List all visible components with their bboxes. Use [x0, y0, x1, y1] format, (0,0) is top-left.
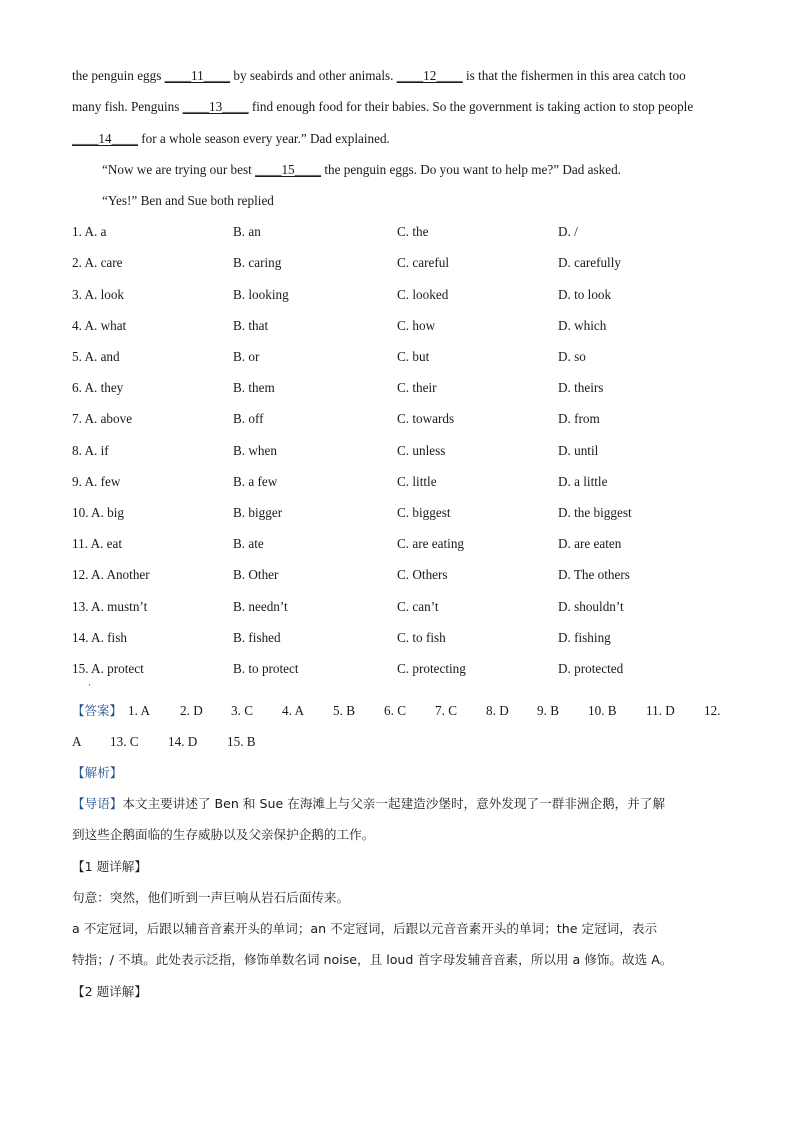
option-b: B. needn’t [233, 599, 288, 614]
option-a: 10. A. big [72, 505, 125, 520]
option-d: D. to look [558, 287, 612, 302]
answer-item: 4. A [282, 703, 304, 718]
q1-explanation-1: a 不定冠词，后跟以辅音音素开头的单词；an 不定冠词，后跟以元音音素开头的单词；the 定冠词，表示 [72, 921, 658, 936]
answer-item: 10. B [588, 703, 617, 718]
option-a: 6. A. they [72, 380, 124, 395]
option-b: B. looking [233, 287, 289, 302]
blank-11: ____11____ [164, 68, 231, 83]
option-c: C. little [397, 474, 437, 489]
option-row [72, 535, 732, 553]
option-c: C. towards [397, 411, 455, 426]
passage-text: find enough food for their babies. So the government is taking action to stop people [248, 99, 694, 114]
blank-14: ____14____ [72, 131, 138, 146]
option-d: D. theirs [558, 380, 604, 395]
answer-tag: 【答案】 [72, 703, 123, 718]
option-a: 3. A. look [72, 287, 125, 302]
option-row [72, 348, 732, 366]
passage-text: the penguin eggs [72, 68, 165, 83]
option-d: D. / [558, 224, 578, 239]
answer-item: 8. D [486, 703, 509, 718]
option-c: C. protecting [397, 661, 466, 676]
option-c: C. careful [397, 255, 449, 270]
option-row [72, 442, 732, 460]
answer-item: 5. B [333, 703, 355, 718]
answer-item: 1. A [128, 703, 150, 718]
answer-item: 6. C [384, 703, 406, 718]
option-b: B. bigger [233, 505, 283, 520]
blank-15: ____15____ [255, 162, 322, 177]
option-d: D. which [558, 318, 607, 333]
passage-text: many fish. Penguins [72, 99, 183, 114]
passage-text: “Yes!” Ben and Sue both replied [102, 193, 274, 208]
option-a: 15. A. protect [72, 661, 144, 676]
passage-text: by seabirds and other animals. [230, 68, 397, 83]
option-b: B. Other [233, 567, 279, 582]
passage-line-4 [102, 161, 621, 179]
q1-meaning: 句意：突然，他们听到一声巨响从岩石后面传来。 [72, 890, 350, 905]
option-d: D. so [558, 349, 586, 364]
answer-item: A [72, 734, 82, 749]
passage-line-1 [72, 67, 686, 85]
option-d: D. from [558, 411, 600, 426]
option-a: 9. A. few [72, 474, 121, 489]
option-b: B. that [233, 318, 269, 333]
blank-13: ____13____ [182, 99, 249, 114]
q1-heading: 【1 题详解】 [72, 859, 147, 874]
option-b: B. them [233, 380, 275, 395]
option-d: D. the biggest [558, 505, 632, 520]
analysis-heading: 【解析】 [72, 765, 123, 780]
option-c: C. biggest [397, 505, 451, 520]
passage-line-3 [72, 130, 390, 148]
option-b: B. an [233, 224, 261, 239]
option-c: C. to fish [397, 630, 446, 645]
guide-line-2: 到这些企鹅面临的生存威胁以及父亲保护企鹅的工作。 [72, 827, 375, 842]
option-row [72, 254, 732, 272]
option-a: 11. A. eat [72, 536, 123, 551]
answer-row-1 [72, 702, 722, 720]
answer-item: 13. C [110, 734, 139, 749]
passage-text: “Now we are trying our best [102, 162, 256, 177]
answer-item: 3. C [231, 703, 253, 718]
answer-item: 12. [704, 703, 721, 718]
guide-text: 本文主要讲述了 Ben 和 Sue 在海滩上与父亲一起建造沙堡时，意外发现了一群非洲企鹅，并了解 [122, 796, 666, 811]
option-d: D. shouldn’t [558, 599, 624, 614]
option-b: B. when [233, 443, 277, 458]
answer-item: 7. C [435, 703, 457, 718]
option-a: 4. A. what [72, 318, 127, 333]
option-d: D. a little [558, 474, 608, 489]
option-b: B. ate [233, 536, 264, 551]
option-row [72, 504, 732, 522]
answer-row-2 [72, 733, 722, 751]
option-row [72, 379, 732, 397]
option-row [72, 598, 732, 616]
option-row [72, 223, 732, 241]
option-row [72, 473, 732, 491]
option-c: C. the [397, 224, 429, 239]
passage-line-2 [72, 98, 693, 116]
option-a: 2. A. care [72, 255, 123, 270]
option-row [72, 566, 732, 584]
option-c: C. are eating [397, 536, 465, 551]
option-a: 5. A. and [72, 349, 120, 364]
option-a: 13. A. mustn’t [72, 599, 148, 614]
passage-line-5 [102, 192, 274, 210]
passage-text: the penguin eggs. Do you want to help me?” Dad asked. [321, 162, 621, 177]
option-c: C. Others [397, 567, 448, 582]
option-a: 8. A. if [72, 443, 109, 458]
passage-text: for a whole season every year.” Dad explained. [137, 131, 390, 146]
option-row [72, 317, 732, 335]
option-d: D. fishing [558, 630, 611, 645]
option-row [72, 286, 732, 304]
answer-item: 9. B [537, 703, 559, 718]
option-row [72, 660, 732, 678]
option-d: D. protected [558, 661, 624, 676]
q1-explanation-2: 特指；/ 不填。此处表示泛指，修饰单数名词 noise，且 loud 首字母发辅音音素，所以用 a 修饰。故选 A。 [72, 952, 673, 967]
answer-item: 2. D [180, 703, 203, 718]
option-row [72, 410, 732, 428]
option-c: C. unless [397, 443, 446, 458]
option-d: D. until [558, 443, 599, 458]
option-c: C. how [397, 318, 436, 333]
option-c: C. but [397, 349, 430, 364]
answer-item: 11. D [646, 703, 675, 718]
option-a: 12. A. Another [72, 567, 150, 582]
option-b: B. a few [233, 474, 278, 489]
stray-dot: · [88, 680, 91, 690]
option-a: 1. A. a [72, 224, 107, 239]
option-a: 14. A. fish [72, 630, 127, 645]
q2-heading: 【2 题详解】 [72, 984, 147, 999]
option-b: B. fished [233, 630, 281, 645]
option-b: B. off [233, 411, 264, 426]
option-b: B. or [233, 349, 260, 364]
answer-item: 15. B [227, 734, 256, 749]
option-c: C. can’t [397, 599, 439, 614]
option-b: B. caring [233, 255, 282, 270]
option-d: D. The others [558, 567, 630, 582]
answer-item: 14. D [168, 734, 198, 749]
option-a: 7. A. above [72, 411, 133, 426]
option-c: C. looked [397, 287, 449, 302]
option-d: D. carefully [558, 255, 621, 270]
passage-text: is that the fishermen in this area catch too [462, 68, 686, 83]
guide-tag: 【导语】 [72, 796, 123, 811]
option-c: C. their [397, 380, 437, 395]
option-row [72, 629, 732, 647]
option-b: B. to protect [233, 661, 299, 676]
option-d: D. are eaten [558, 536, 622, 551]
guide-line-1 [72, 795, 722, 813]
blank-12: ____12____ [396, 68, 463, 83]
